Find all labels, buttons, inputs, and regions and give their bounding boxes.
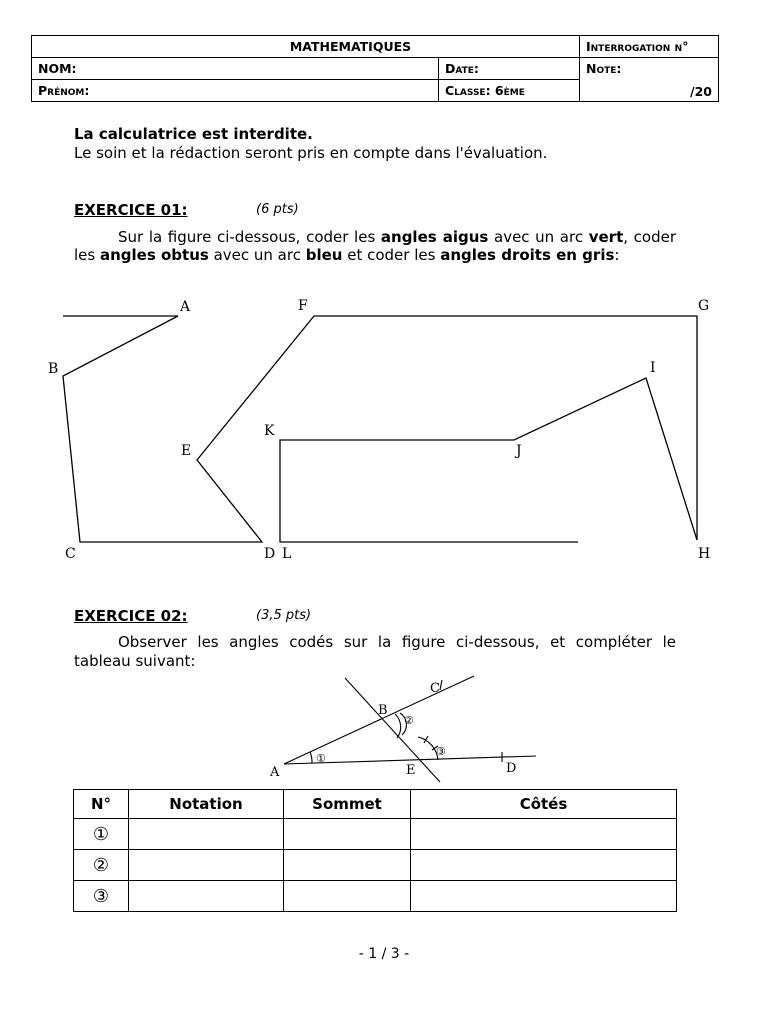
cotes-cell[interactable]	[411, 819, 677, 850]
page-number: - 1 / 3 -	[358, 946, 410, 962]
sommet-cell[interactable]	[284, 819, 411, 850]
notation-cell[interactable]	[129, 819, 284, 850]
ex2-label-C: C	[430, 681, 440, 696]
ex1-points: (6 pts)	[256, 202, 299, 217]
label-H: H	[698, 546, 711, 562]
row-number: ②	[74, 850, 129, 881]
nom-label: NOM:	[38, 61, 77, 76]
ex1-bold-right: angles droits en gris	[440, 246, 615, 264]
cotes-cell[interactable]	[411, 850, 677, 881]
label-A: A	[180, 299, 191, 315]
ex2-title: EXERCICE 02:	[74, 607, 188, 625]
score-label: /20	[690, 84, 712, 99]
notation-cell[interactable]	[129, 850, 284, 881]
date-label: Date:	[445, 61, 479, 76]
label-F: F	[298, 298, 308, 314]
ex1-bold-green: vert	[588, 228, 624, 246]
note-label: Note:	[586, 61, 622, 76]
ex2-heading	[74, 606, 312, 625]
prenom-label: Prénom:	[38, 83, 90, 98]
subject: MATHEMATIQUES	[289, 39, 412, 54]
ex2-label-D: D	[506, 761, 517, 776]
ex1-title: EXERCICE 01:	[74, 201, 188, 219]
ex1-text-3: , coder les	[74, 228, 676, 264]
ex2-mark-1: ①	[316, 752, 326, 765]
label-D: D	[264, 546, 276, 562]
ex1-bold-obtuse: angles obtus	[99, 246, 209, 264]
interrogation-label: Interrogation n°	[586, 39, 689, 54]
ex1-bold-blue: bleu	[305, 246, 343, 264]
sommet-cell[interactable]	[284, 881, 411, 912]
ex2-points: (3,5 pts)	[256, 608, 312, 623]
cotes-cell[interactable]	[411, 881, 677, 912]
label-G: G	[698, 298, 710, 314]
ex2-label-E: E	[406, 763, 416, 778]
ex1-text-2: avec un arc	[488, 228, 589, 246]
ex2-label-A: A	[270, 765, 280, 780]
classe-label: Classe: 6ème	[445, 83, 525, 98]
col-number: N°	[74, 790, 129, 819]
arc-1	[310, 752, 312, 763]
ex1-bold-acute: angles aigus	[380, 228, 489, 246]
label-C: C	[65, 546, 76, 562]
ex2-mark-2: ②	[404, 714, 414, 727]
label-J: J	[516, 443, 522, 459]
tick-C	[440, 680, 442, 690]
answer-header-row	[74, 790, 677, 819]
table-row	[74, 850, 677, 881]
sommet-cell[interactable]	[284, 850, 411, 881]
ex1-text-1: Sur la figure ci-dessous, coder les	[118, 228, 381, 246]
table-row	[74, 819, 677, 850]
col-notation: Notation	[129, 790, 284, 819]
ex2-instructions: Observer les angles codés sur la figure ci-dessous, et compléter le tableau suivant:	[74, 633, 676, 670]
line-BE	[345, 678, 440, 782]
care-rule: Le soin et la rédaction seront pris en compte dans l'évaluation.	[74, 144, 548, 162]
ex1-text-5: et coder les	[342, 246, 441, 264]
row-number: ①	[74, 819, 129, 850]
table-row	[74, 881, 677, 912]
label-B: B	[48, 361, 59, 377]
label-I: I	[650, 360, 656, 376]
col-sommet: Sommet	[284, 790, 411, 819]
polygon-ABCDEFGH	[63, 316, 697, 542]
ex1-text-4: avec un arc	[208, 246, 306, 264]
label-L: L	[282, 546, 292, 562]
ex2-mark-3: ③	[436, 745, 446, 758]
answer-table	[73, 789, 677, 912]
label-K: K	[264, 423, 275, 439]
ex2-label-B: B	[378, 703, 388, 718]
col-cotes: Côtés	[411, 790, 677, 819]
ex1-text-6: :	[614, 246, 620, 264]
notation-cell[interactable]	[129, 881, 284, 912]
polygon-HIJKL	[280, 378, 697, 542]
calculator-rule: La calculatrice est interdite.	[74, 125, 313, 143]
label-E: E	[181, 443, 192, 459]
row-number: ③	[74, 881, 129, 912]
